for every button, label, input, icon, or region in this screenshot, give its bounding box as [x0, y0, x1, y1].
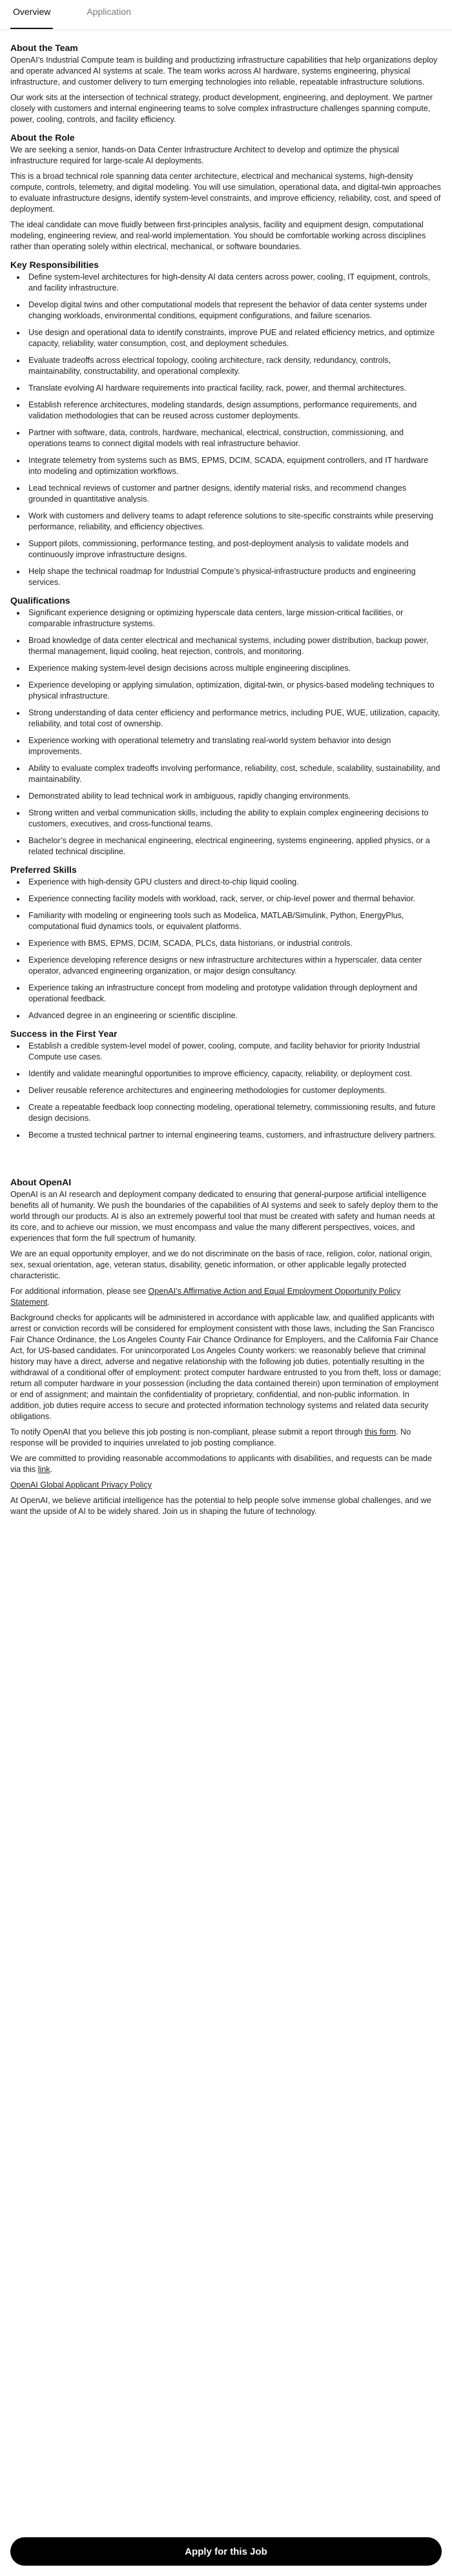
about-team-heading: About the Team [10, 43, 78, 53]
tab-bar [0, 0, 452, 30]
list-item: • Familiarity with modeling or engineering tools such as Modelica, MATLAB/Simulink, Python, EnergyPlus, computational fluid dynamics tools, or equivalent platforms. [26, 910, 442, 932]
list-item: • Define system-level architectures for high-density AI data centers across power, cooling, IT equipment, controls, and facility infrastructure. [26, 272, 442, 294]
compliance-suffix: . No response will be provided to inquiries unrelated to job posting compliance. [10, 1427, 411, 1447]
list-item: • Strong written and verbal communication skills, including the ability to explain complex engineering decisions to customers, executives, and cross-functional teams. [26, 808, 442, 830]
list-item: • Experience connecting facility models with workload, rack, server, or chip-level power and thermal behavior. [26, 894, 442, 905]
list-item: • Experience developing or applying simulation, optimization, digital-twin, or physics-based modeling techniques to physical infrastructure. [26, 680, 442, 702]
responsibilities-list [10, 272, 442, 588]
list-item: • Establish a credible system-level model of power, cooling, compute, and facility behavior for priority Industrial Compute use cases. [26, 1041, 442, 1063]
list-item: • Establish reference architectures, modeling standards, design assumptions, performance requirements, and validation methodologies that can be reused across customer deployments. [26, 400, 442, 422]
about-team-paragraph: Our work sits at the intersection of technical strategy, product development, engineering, and deployment. We partner closely with customers and internal engineering teams to solve complex infrastructure challenges spanning compute, power, cooling, controls, and facility efficiency. [10, 93, 433, 124]
about-openai-paragraph: OpenAI is an AI research and deployment company dedicated to ensuring that general-purpose artificial intelligence benefits all of humanity. We push the boundaries of the capabilities of AI systems and seek to safely deploy them to the world through our products. AI is also an extremely powerful tool that must be created with safety and human needs at its core, and to achieve our mission, we must encompass and value the many different perspectives, voices, and experiences that form the full spectrum of humanity. [10, 1190, 438, 1243]
eeo-paragraph: We are an equal opportunity employer, and we do not discriminate on the basis of race, religion, color, national origin, sex, sexual orientation, age, veteran status, disability, genetic information, or other applicable legally protected characteristic. [10, 1249, 432, 1280]
list-item: • Advanced degree in an engineering or scientific discipline. [26, 1010, 442, 1021]
list-item: • Use design and operational data to identify constraints, improve PUE and related efficiency metrics, and optimize capacity, reliability, water consumption, cost, and deployment schedules. [26, 327, 442, 349]
privacy-policy-link[interactable]: OpenAI Global Applicant Privacy Policy [10, 1480, 152, 1489]
qualifications-heading: Qualifications [10, 595, 70, 606]
list-item: • Experience working with operational telemetry and translating real-world system behavior into design improvements. [26, 735, 442, 757]
about-role-heading: About the Role [10, 132, 75, 143]
accommodations-suffix: . [50, 1465, 53, 1474]
list-item: • Experience with high-density GPU clusters and direct-to-chip liquid cooling. [26, 877, 442, 888]
about-role-paragraph: We are seeking a senior, hands-on Data Center Infrastructure Architect to develop and optimize the physical infrastructure required for large-scale AI deployments. [10, 145, 399, 165]
accommodations-prefix: We are committed to providing reasonable accommodations to applicants with disabilities, and requests can be made via this [10, 1454, 432, 1474]
list-item: • Demonstrated ability to lead technical work in ambiguous, rapidly changing environments. [26, 791, 442, 802]
qualifications-list [10, 608, 442, 857]
list-item: • Ability to evaluate complex tradeoffs involving performance, reliability, cost, schedule, scalability, sustainability, and maintainability. [26, 763, 442, 785]
list-item: • Develop digital twins and other computational models that represent the behavior of data center systems under changing workloads, environmental conditions, equipment configurations, and failure scenarios. [26, 300, 442, 322]
apply-button[interactable]: Apply for this Job [10, 2537, 442, 2566]
accommodations-paragraph [10, 1453, 442, 1475]
list-item: • Create a repeatable feedback loop connecting modeling, operational telemetry, commissioning results, and future design decisions. [26, 1102, 442, 1124]
section-spacer [10, 1147, 442, 1170]
about-role-paragraph: The ideal candidate can move fluidly between first-principles analysis, facility and equipment design, computational modeling, engineering review, and real-world implementation. You should be comfortable working across disciplines rather than operating solely within electrical, mechanical, or software boundaries. [10, 220, 426, 251]
first-year-heading: Success in the First Year [10, 1028, 118, 1039]
preferred-skills-heading: Preferred Skills [10, 864, 77, 875]
tab-overview[interactable]: Overview [10, 0, 53, 29]
list-item: • Experience taking an infrastructure concept from modeling and prototype validation through deployment and operational feedback. [26, 983, 442, 1005]
background-check-paragraph: Background checks for applicants will be administered in accordance with applicable law, and qualified applicants with arrest or conviction records will be considered for employment consistent with those laws, including the San Francisco Fair Chance Ordinance, the Los Angeles County Fair Chance Ordinance for Employers, and the California Fair Chance Act, for US-based candidates. For unincorporated Los Angeles County workers: we reasonably believe that criminal history may have a direct, adverse and negative relationship with the following job duties, potentially resulting in the withdrawal of a conditional offer of employment: protect computer hardware entrusted to you from theft, loss or damage; return all computer hardware in your possession (including the data contained therein) upon termination of employment or end of assignment; and maintain the confidentiality of proprietary, confidential, and non-public information. In addition, job duties require access to secure and protected information technology systems and related data security obligations. [10, 1313, 441, 1421]
list-item: • Experience with BMS, EPMS, DCIM, SCADA, PLCs, data historians, or industrial controls. [26, 938, 442, 949]
list-item: • Support pilots, commissioning, performance testing, and post-deployment analysis to validate models and continuously improve infrastructure designs. [26, 538, 442, 560]
compliance-prefix: To notify OpenAI that you believe this job posting is non-compliant, please submit a report through [10, 1427, 365, 1436]
apply-bar [10, 2537, 442, 2566]
list-item: • Become a trusted technical partner to internal engineering teams, customers, and infrastructure delivery partners. [26, 1130, 442, 1141]
tab-application[interactable]: Application [87, 6, 131, 17]
accommodations-link[interactable]: link [37, 1465, 50, 1474]
list-item: • Partner with software, data, controls, hardware, mechanical, electrical, construction, commissioning, and operations teams to connect digital models with real infrastructure behavior. [26, 427, 442, 449]
list-item: • Integrate telemetry from systems such as BMS, EPMS, DCIM, SCADA, equipment controllers, and IT hardware into modeling and optimization workflows. [26, 455, 442, 477]
list-item: • Translate evolving AI hardware requirements into practical facility, rack, power, and thermal architectures. [26, 383, 442, 394]
list-item: • Experience making system-level design decisions across multiple engineering disciplines. [26, 663, 442, 674]
list-item: • Significant experience designing or optimizing hyperscale data centers, large mission-critical facilities, or comparable infrastructure systems. [26, 608, 442, 629]
compliance-paragraph [10, 1427, 442, 1449]
first-year-list [10, 1041, 442, 1141]
list-item: • Lead technical reviews of customer and partner designs, identify material risks, and recommend changes grounded in quantitative analysis. [26, 483, 442, 505]
list-item: • Evaluate tradeoffs across electrical topology, cooling architecture, rack density, redundancy, controls, maintainability, constructability, and operational complexity. [26, 355, 442, 377]
about-openai-heading: About OpenAI [10, 1177, 72, 1187]
list-item: • Experience developing reference designs or new infrastructure architectures within a hyperscaler, data center operator, advanced engineering organization, or major design consultancy. [26, 955, 442, 977]
about-role-paragraph: This is a broad technical role spanning data center architecture, electrical and mechanical systems, high-density compute, controls, telemetry, and digital modeling. You will use simulation, operational data, and digital-twin approaches to evaluate infrastructure designs, identify system-level constraints, and improve efficiency, reliability, cost, and speed of deployment. [10, 172, 441, 214]
policy-prefix: For additional information, please see [10, 1287, 149, 1296]
list-item: • Strong understanding of data center efficiency and performance metrics, including PUE, WUE, utilization, capacity, reliability, and total cost of ownership. [26, 708, 442, 730]
list-item: • Broad knowledge of data center electrical and mechanical systems, including power distribution, backup power, thermal management, liquid cooling, heat rejection, controls, and monitoring. [26, 635, 442, 657]
responsibilities-heading: Key Responsibilities [10, 260, 99, 270]
eeo-policy-link[interactable]: OpenAI’s Affirmative Action and Equal Employment Opportunity Policy Statement [10, 1287, 401, 1307]
about-team-paragraph: OpenAI’s Industrial Compute team is building and productizing infrastructure capabilities that help organizations deploy and operate advanced AI systems at scale. The team works across AI hardware, systems engineering, physical infrastructure, and customer delivery to turn emerging technologies into reliable, repeatable infrastructure solutions. [10, 56, 438, 87]
list-item: • Work with customers and delivery teams to adapt reference solutions to site-specific constraints while preserving performance, reliability, and efficiency objectives. [26, 511, 442, 533]
closing-paragraph: At OpenAI, we believe artificial intelligence has the potential to help people solve immense global challenges, and we want the upside of AI to be widely shared. Join us in shaping the future of technology. [10, 1496, 431, 1516]
policy-suffix: . [47, 1298, 50, 1307]
privacy-policy-line [10, 1480, 442, 1491]
list-item: • Deliver reusable reference architectures and engineering methodologies for customer deployments. [26, 1085, 442, 1096]
job-description [0, 30, 452, 1517]
preferred-skills-list [10, 877, 442, 1021]
list-item: • Identify and validate meaningful opportunities to improve efficiency, capacity, reliability, or deployment cost. [26, 1068, 442, 1079]
list-item: • Help shape the technical roadmap for Industrial Compute’s physical-infrastructure products and engineering services. [26, 566, 442, 588]
compliance-form-link[interactable]: this form [364, 1427, 396, 1436]
list-item: • Bachelor’s degree in mechanical engineering, electrical engineering, systems engineering, applied physics, or a related technical discipline. [26, 835, 442, 857]
policy-paragraph [10, 1286, 442, 1308]
